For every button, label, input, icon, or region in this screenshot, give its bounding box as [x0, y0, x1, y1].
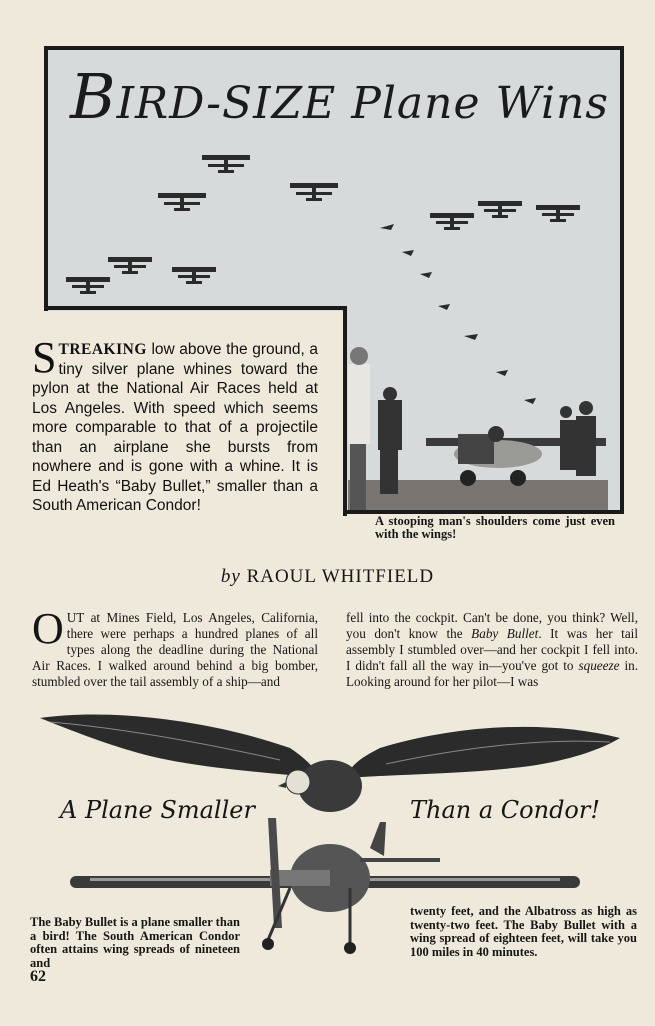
- column-right-text-a: fell into the cockpit. Can't be done, you think? Well, you don't know the: [346, 610, 638, 641]
- column-right-text-c: . It was her tail assembly I stumbled over—and her cockpit I fell into. I didn't fall all the way in—you've got to: [346, 626, 639, 673]
- intro-body: low above the ground, a tiny silver plane whines toward the pylon at the National Air Races held at Los Angeles. With speed which seems more comparable to that of a projectile than an airplane she bursts from nowhere and is gone with a whine. It is Ed Heath's “Baby Bullet,” smaller than a South American Condor!: [32, 341, 318, 514]
- column-right-text-e: in. Looking around for her pilot—I was: [346, 658, 638, 689]
- article-title: [70, 60, 609, 133]
- title-rest: IRD-SIZE Plane Wins: [116, 78, 609, 129]
- illustration-caption-right: twenty feet, and the Albatross as high as twenty-two feet. The Baby Bullet with a wing spread of eighteen feet, will take you 100 miles in 40 minutes.: [410, 904, 637, 959]
- illustration-phrase-left: A Plane Smaller: [60, 796, 255, 824]
- column-right-text-d: squeeze: [578, 658, 620, 673]
- title-initial: B: [70, 60, 117, 133]
- intro-first-words: TREAKING: [58, 341, 147, 358]
- column-left: [32, 604, 318, 690]
- illustration-caption-left: The Baby Bullet is a plane smaller than a bird! The South American Condor often attains wing spreads of nineteen and: [30, 915, 240, 970]
- column-left-text: UT at Mines Field, Los Angeles, California, there were perhaps a hundred planes of all types along the deadline during the National Air Races. I walked around behind a big bomber, stumbled over the tail assembly of a ship—and: [32, 610, 318, 689]
- byline-author: RAOUL WHITFIELD: [246, 566, 435, 587]
- photo-caption: A stooping man's shoulders come just even with the wings!: [375, 514, 615, 541]
- page-number: 62: [30, 968, 46, 985]
- illustration-phrase-right: Than a Condor!: [410, 796, 600, 824]
- intro-dropcap: S: [32, 333, 57, 382]
- column-right: [346, 610, 638, 690]
- diving-planes: [380, 224, 536, 404]
- column-right-text-b: Baby Bullet: [471, 626, 539, 641]
- byline: [0, 566, 655, 588]
- intro-paragraph: [32, 333, 318, 516]
- byline-by: by: [220, 566, 241, 587]
- column-dropcap: O: [32, 604, 64, 653]
- biplane-formation: [66, 155, 580, 294]
